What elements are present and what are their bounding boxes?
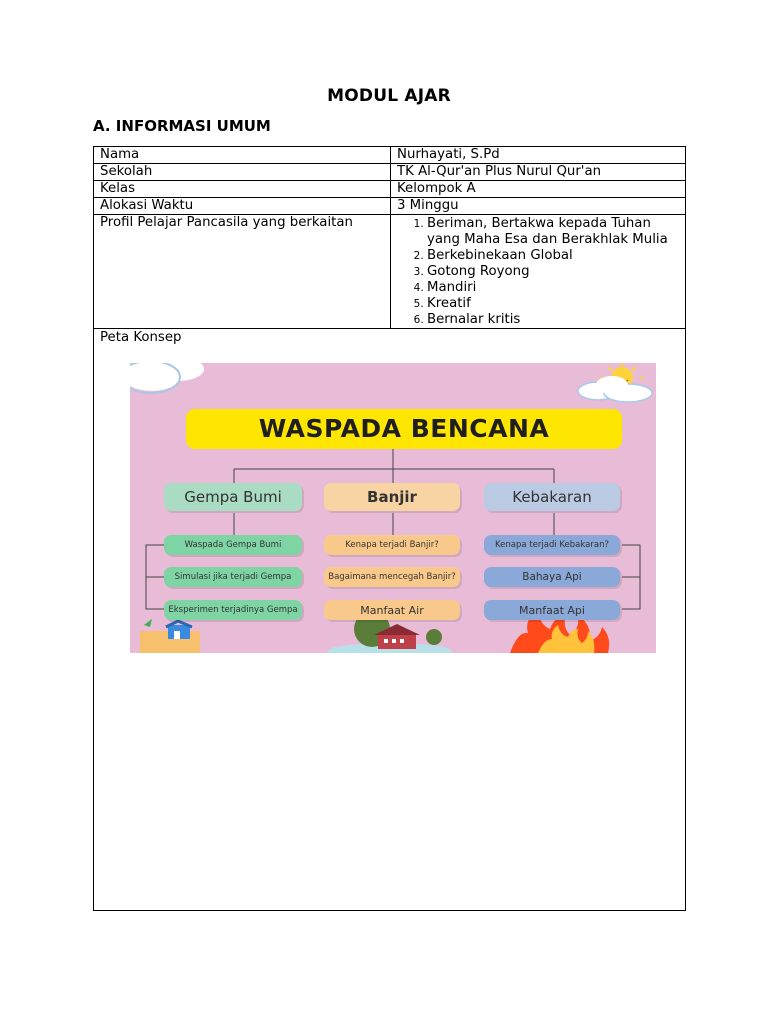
table-row (94, 181, 686, 198)
cloud-icon (578, 376, 652, 402)
section-heading: A. INFORMASI UMUM (93, 117, 271, 135)
list-item: 2. Berkebinekaan Global (427, 248, 679, 264)
category-kebakaran: Kebakaran (484, 483, 620, 511)
list-item: 3. Gotong Royong (427, 264, 679, 280)
row-label-kelas: Kelas (94, 181, 391, 198)
row-value-profil (391, 215, 686, 329)
table-row (94, 164, 686, 181)
list-item: 4. Mandiri (427, 280, 679, 296)
list-item: 5. Kreatif (427, 296, 679, 312)
item-kebakaran-1: Kenapa terjadi Kebakaran? (484, 535, 620, 555)
row-value-sekolah: TK Al-Qur'an Plus Nurul Qur'an (391, 164, 686, 181)
item-gempa-2: Simulasi jika terjadi Gempa (164, 567, 302, 587)
table-row (94, 147, 686, 164)
item-kebakaran-3: Manfaat Api (484, 600, 620, 620)
concept-map-image (130, 363, 656, 653)
item-banjir-1: Kenapa terjadi Banjir? (324, 535, 460, 555)
table-row (94, 215, 686, 329)
category-gempa-bumi: Gempa Bumi (164, 483, 302, 511)
item-kebakaran-2: Bahaya Api (484, 567, 620, 587)
row-label-sekolah: Sekolah (94, 164, 391, 181)
row-value-alokasi: 3 Minggu (391, 198, 686, 215)
row-label-alokasi: Alokasi Waktu (94, 198, 391, 215)
table-row (94, 198, 686, 215)
list-item: 6. Bernalar kritis (427, 312, 679, 328)
item-banjir-2: Bagaimana mencegah Banjir? (324, 567, 460, 587)
cloud-icon (130, 363, 204, 393)
list-item: 1. Beriman, Bertakwa kepada Tuhan yang Maha Esa dan Berakhlak Mulia (427, 216, 679, 248)
row-label-nama: Nama (94, 147, 391, 164)
row-value-kelas: Kelompok A (391, 181, 686, 198)
peta-konsep-label: Peta Konsep (100, 330, 182, 345)
row-value-nama: Nurhayati, S.Pd (391, 147, 686, 164)
item-gempa-1: Waspada Gempa Bumi (164, 535, 302, 555)
category-banjir: Banjir (324, 483, 460, 511)
house-icon (140, 619, 200, 653)
concept-map-banner: WASPADA BENCANA (186, 409, 622, 449)
document-title: MODUL AJAR (327, 86, 451, 106)
row-label-profil: Profil Pelajar Pancasila yang berkaitan (94, 215, 391, 329)
profil-list (397, 216, 679, 328)
item-gempa-3: Eksperimen terjadinya Gempa (164, 600, 302, 620)
item-banjir-3: Manfaat Air (324, 600, 460, 620)
